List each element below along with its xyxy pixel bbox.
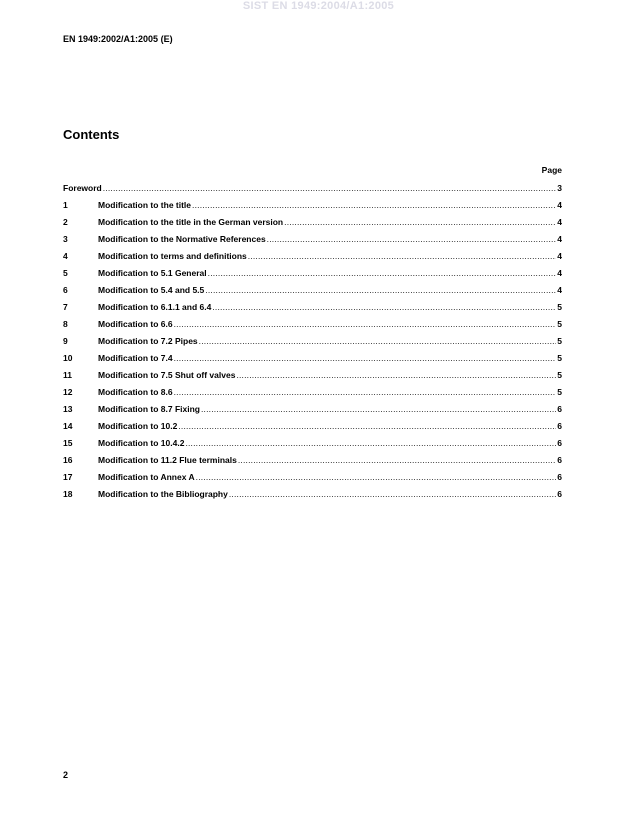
toc-entry-title: Modification to terms and definitions [98,251,247,261]
toc-entry-title: Modification to 7.4 [98,353,173,363]
toc-entry-page: 6 [557,438,562,448]
toc-entry[interactable] [63,265,562,282]
toc-leader-dots [236,367,556,384]
toc-leader-dots [229,486,556,503]
toc-leader-dots [205,282,556,299]
toc-entry-number: 3 [63,234,68,244]
toc-entry[interactable] [63,401,562,418]
toc-entry-title: Modification to 7.5 Shut off valves [98,370,236,380]
toc-entry-page: 4 [557,217,562,227]
toc-leader-dots [174,316,557,333]
toc-entry-page: 5 [557,302,562,312]
page-number: 2 [63,770,69,780]
toc-entry-number: 7 [63,302,68,312]
toc-entry-page: 4 [557,268,562,278]
toc-leader-dots [196,469,557,486]
toc-entry-title: Foreword [63,183,102,193]
toc-entry[interactable] [63,282,562,299]
toc-leader-dots [212,299,556,316]
toc-leader-dots [208,265,557,282]
toc-leader-dots [185,435,556,452]
toc-entry-page: 4 [557,285,562,295]
toc-entry-foreword[interactable] [63,180,562,197]
toc-entry-title: Modification to 5.1 General [98,268,207,278]
toc-leader-dots [103,180,557,197]
toc-leader-dots [174,350,557,367]
contents-heading: Contents [63,127,120,142]
toc-entry-number: 16 [63,455,73,465]
toc-entry-page: 5 [557,353,562,363]
toc-entry-page: 5 [557,387,562,397]
toc-leader-dots [199,333,557,350]
toc-entry-number: 4 [63,251,68,261]
toc-entry[interactable] [63,214,562,231]
toc-entry-number: 17 [63,472,73,482]
toc-entry-page: 6 [557,489,562,499]
toc-entry-number: 13 [63,404,73,414]
toc-entry-number: 5 [63,268,68,278]
toc-entry-number: 15 [63,438,73,448]
toc-entry-number: 14 [63,421,73,431]
toc-entry-number: 10 [63,353,73,363]
toc-entry[interactable] [63,231,562,248]
toc-entry-title: Modification to 8.6 [98,387,173,397]
toc-entry-title: Modification to 6.1.1 and 6.4 [98,302,212,312]
toc-entry-title: Modification to Annex A [98,472,195,482]
toc-entry-page: 6 [557,404,562,414]
toc-leader-dots [201,401,556,418]
toc-entry[interactable] [63,367,562,384]
toc-entry[interactable] [63,384,562,401]
toc-entry[interactable] [63,350,562,367]
toc-entry-title: Modification to 7.2 Pipes [98,336,198,346]
toc-entry[interactable] [63,333,562,350]
toc-entry-title: Modification to the Bibliography [98,489,228,499]
toc-entry[interactable] [63,197,562,214]
toc-entry-page: 6 [557,472,562,482]
table-of-contents [63,180,562,503]
toc-entry-number: 11 [63,370,72,380]
toc-entry-number: 8 [63,319,68,329]
toc-entry-title: Modification to 5.4 and 5.5 [98,285,205,295]
toc-entry[interactable] [63,469,562,486]
toc-entry-title: Modification to 11.2 Flue terminals [98,455,237,465]
toc-entry-title: Modification to 8.7 Fixing [98,404,200,414]
toc-leader-dots [284,214,556,231]
page-column-label: Page [541,165,562,175]
watermark: SIST EN 1949:2004/A1:2005 [242,0,395,12]
toc-entry-page: 4 [557,234,562,244]
toc-entry-page: 5 [557,370,562,380]
document-identifier: EN 1949:2002/A1:2005 (E) [63,34,173,44]
toc-entry-number: 6 [63,285,68,295]
toc-entry-title: Modification to 10.2 [98,421,178,431]
toc-entry[interactable] [63,316,562,333]
toc-entry-number: 2 [63,217,68,227]
toc-entry-title: Modification to the Normative References [98,234,266,244]
toc-entry-page: 3 [557,183,562,193]
toc-leader-dots [174,384,557,401]
toc-entry-number: 9 [63,336,68,346]
toc-entry-title: Modification to the title in the German version [98,217,284,227]
toc-entry-number: 12 [63,387,73,397]
toc-leader-dots [238,452,556,469]
toc-entry-page: 4 [557,251,562,261]
toc-entry-page: 5 [557,319,562,329]
toc-leader-dots [267,231,557,248]
toc-entry-page: 6 [557,421,562,431]
toc-leader-dots [178,418,556,435]
toc-entry-title: Modification to 6.6 [98,319,173,329]
toc-entry-number: 18 [63,489,73,499]
toc-entry[interactable] [63,299,562,316]
toc-entry[interactable] [63,486,562,503]
toc-entry-page: 6 [557,455,562,465]
toc-leader-dots [192,197,556,214]
toc-leader-dots [248,248,557,265]
toc-entry[interactable] [63,248,562,265]
toc-entry-title: Modification to the title [98,200,192,210]
toc-entry-page: 5 [557,336,562,346]
toc-entry[interactable] [63,435,562,452]
toc-entry-number: 1 [63,200,68,210]
toc-entry[interactable] [63,418,562,435]
toc-entry[interactable] [63,452,562,469]
toc-entry-title: Modification to 10.4.2 [98,438,185,448]
toc-entry-page: 4 [557,200,562,210]
